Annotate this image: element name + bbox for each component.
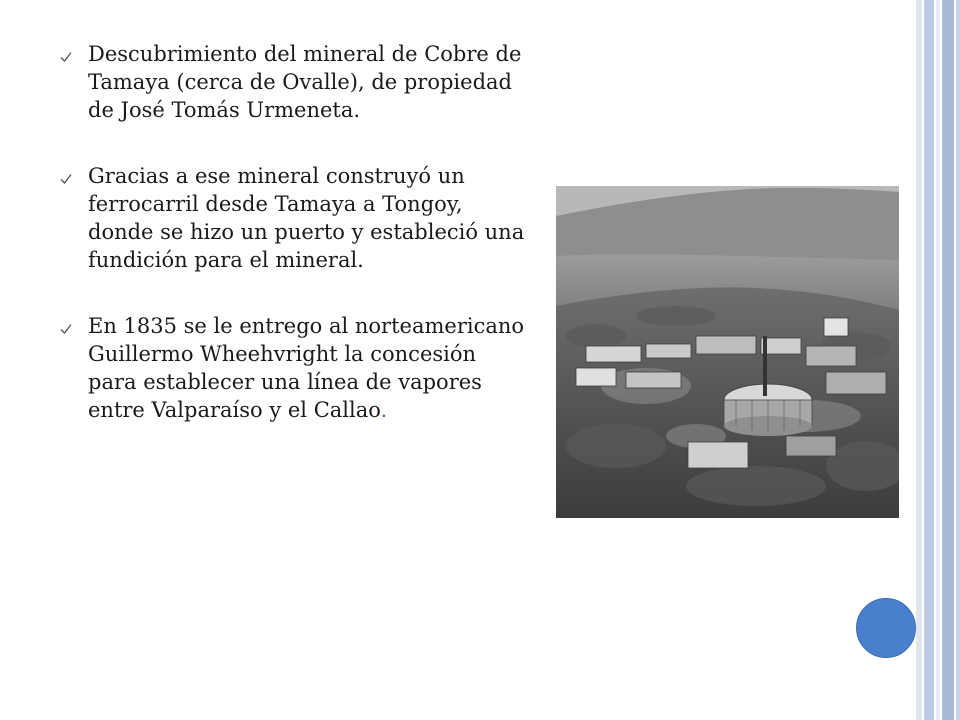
bullet-text-wrapper bbox=[88, 312, 530, 424]
bullet-trailing-period: . bbox=[380, 398, 388, 422]
border-stripe bbox=[956, 0, 960, 720]
border-stripe bbox=[936, 0, 940, 720]
checkmark-icon bbox=[60, 323, 72, 335]
decorative-circle bbox=[856, 598, 916, 658]
bullet-item bbox=[60, 162, 530, 274]
bullet-item bbox=[60, 40, 530, 124]
border-stripe bbox=[916, 0, 922, 720]
checkmark-icon bbox=[60, 173, 72, 185]
right-border-decoration bbox=[916, 0, 960, 720]
bullet-list bbox=[60, 40, 530, 462]
bullet-text: Descubrimiento del mineral de Cobre de Tamaya (cerca de Ovalle), de propiedad de José Tomás Urmeneta. bbox=[88, 42, 522, 122]
bullet-text: En 1835 se le entrego al norteamericano Guillermo Wheehvright la concesión para establecer una línea de vapores entre Valparaíso y el Callao bbox=[88, 314, 525, 422]
bullet-item bbox=[60, 312, 530, 424]
mining-town-photo bbox=[556, 186, 899, 518]
bullet-text: Gracias a ese mineral construyó un ferrocarril desde Tamaya a Tongoy, donde se hizo un puerto y estableció una fundición para el mineral. bbox=[88, 164, 525, 272]
checkmark-icon bbox=[60, 51, 72, 63]
border-stripe bbox=[924, 0, 934, 720]
border-stripe bbox=[942, 0, 954, 720]
